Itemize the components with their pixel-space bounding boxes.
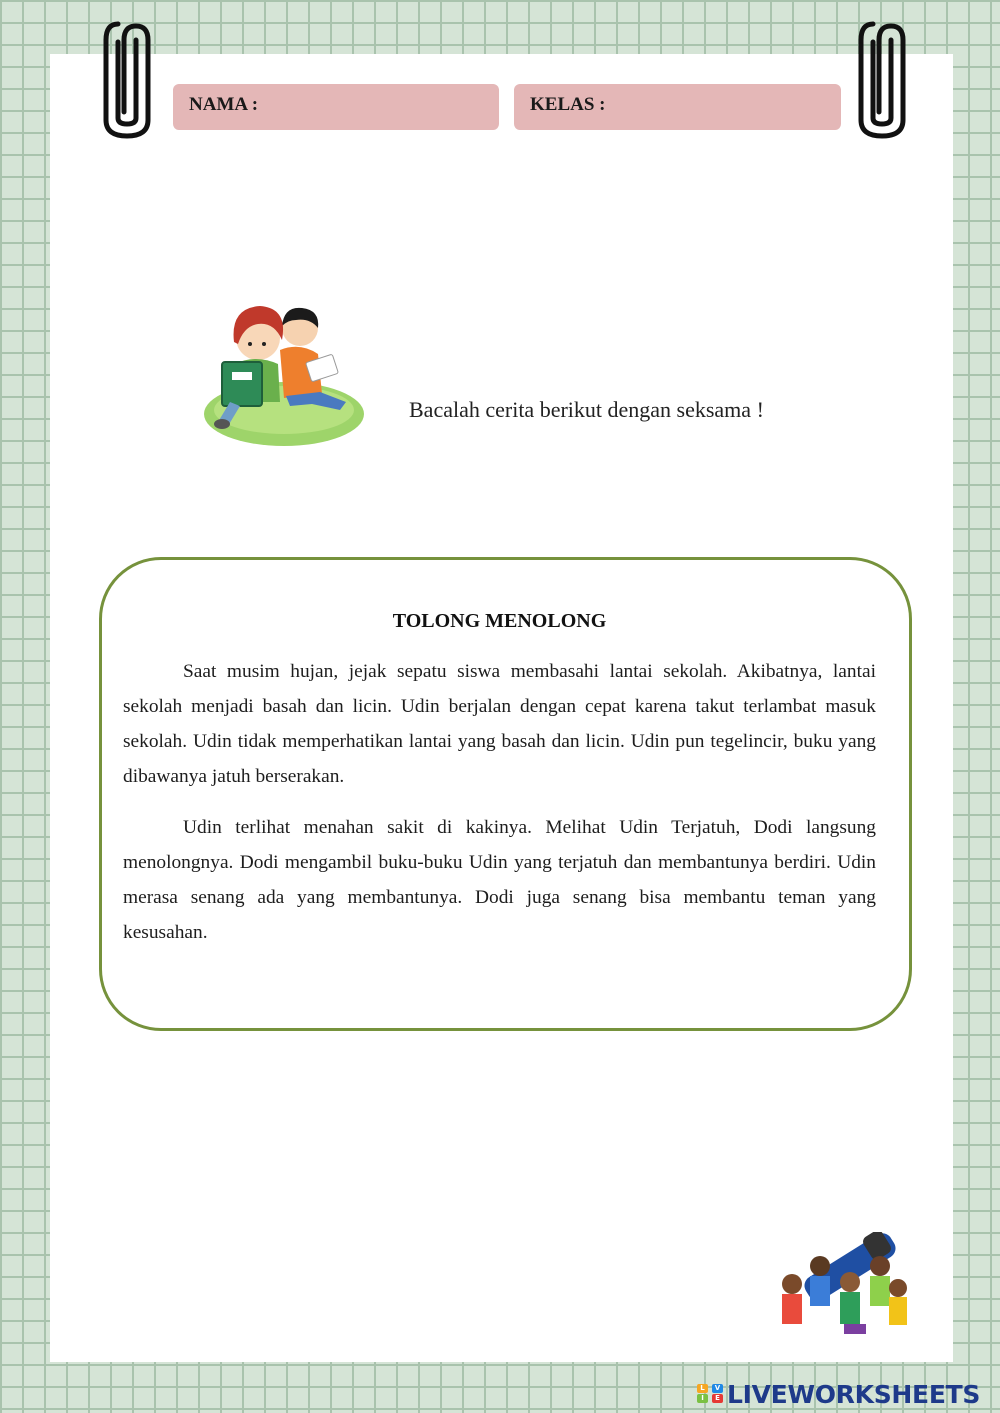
logo-text: LIVEWORKSHEETS [727,1379,981,1409]
name-label: NAMA : [189,94,259,115]
children-carrying-pencil-illustration-icon [770,1232,915,1342]
name-field[interactable] [173,84,499,130]
paper-clip-right-icon [851,20,913,142]
reading-instruction: Bacalah cerita berikut dengan seksama ! [409,397,764,422]
paper-clip-left-icon [96,20,158,142]
logo-letter-v: V [712,1384,723,1393]
story-paragraph: Saat musim hujan, jejak sepatu siswa membasahi lantai sekolah. Akibatnya, lantai sekolah menjadi basah dan licin. Udin berjalan dengan cepat karena takut terlambat masuk sekolah. Udin tidak memperhatikan lantai yang basah dan licin. Udin pun tegelincir, buku yang dibawanya jatuh berserakan. [123,661,876,787]
logo-letter-i: I [697,1394,708,1403]
story-box [99,557,912,1031]
logo-letter-l: L [697,1384,708,1393]
children-reading-illustration-icon [200,298,368,450]
story-paragraph: Udin terlihat menahan sakit di kakinya. Melihat Udin Terjatuh, Dodi langsung menolongnya. Dodi mengambil buku-buku Udin yang terjatuh dan membantunya berdiri. Udin merasa senang ada yang membantunya. Dodi juga senang bisa membantu teman yang kesusahan. [123,817,876,943]
class-field[interactable] [514,84,841,130]
liveworksheets-logo-mark-icon [697,1384,708,1404]
class-label: KELAS : [530,94,606,115]
logo-letter-e: E [712,1394,723,1403]
story-title: TOLONG MENOLONG [392,610,607,632]
liveworksheets-logo[interactable] [697,1379,980,1409]
liveworksheets-logo-mark-icon-2 [712,1384,723,1404]
